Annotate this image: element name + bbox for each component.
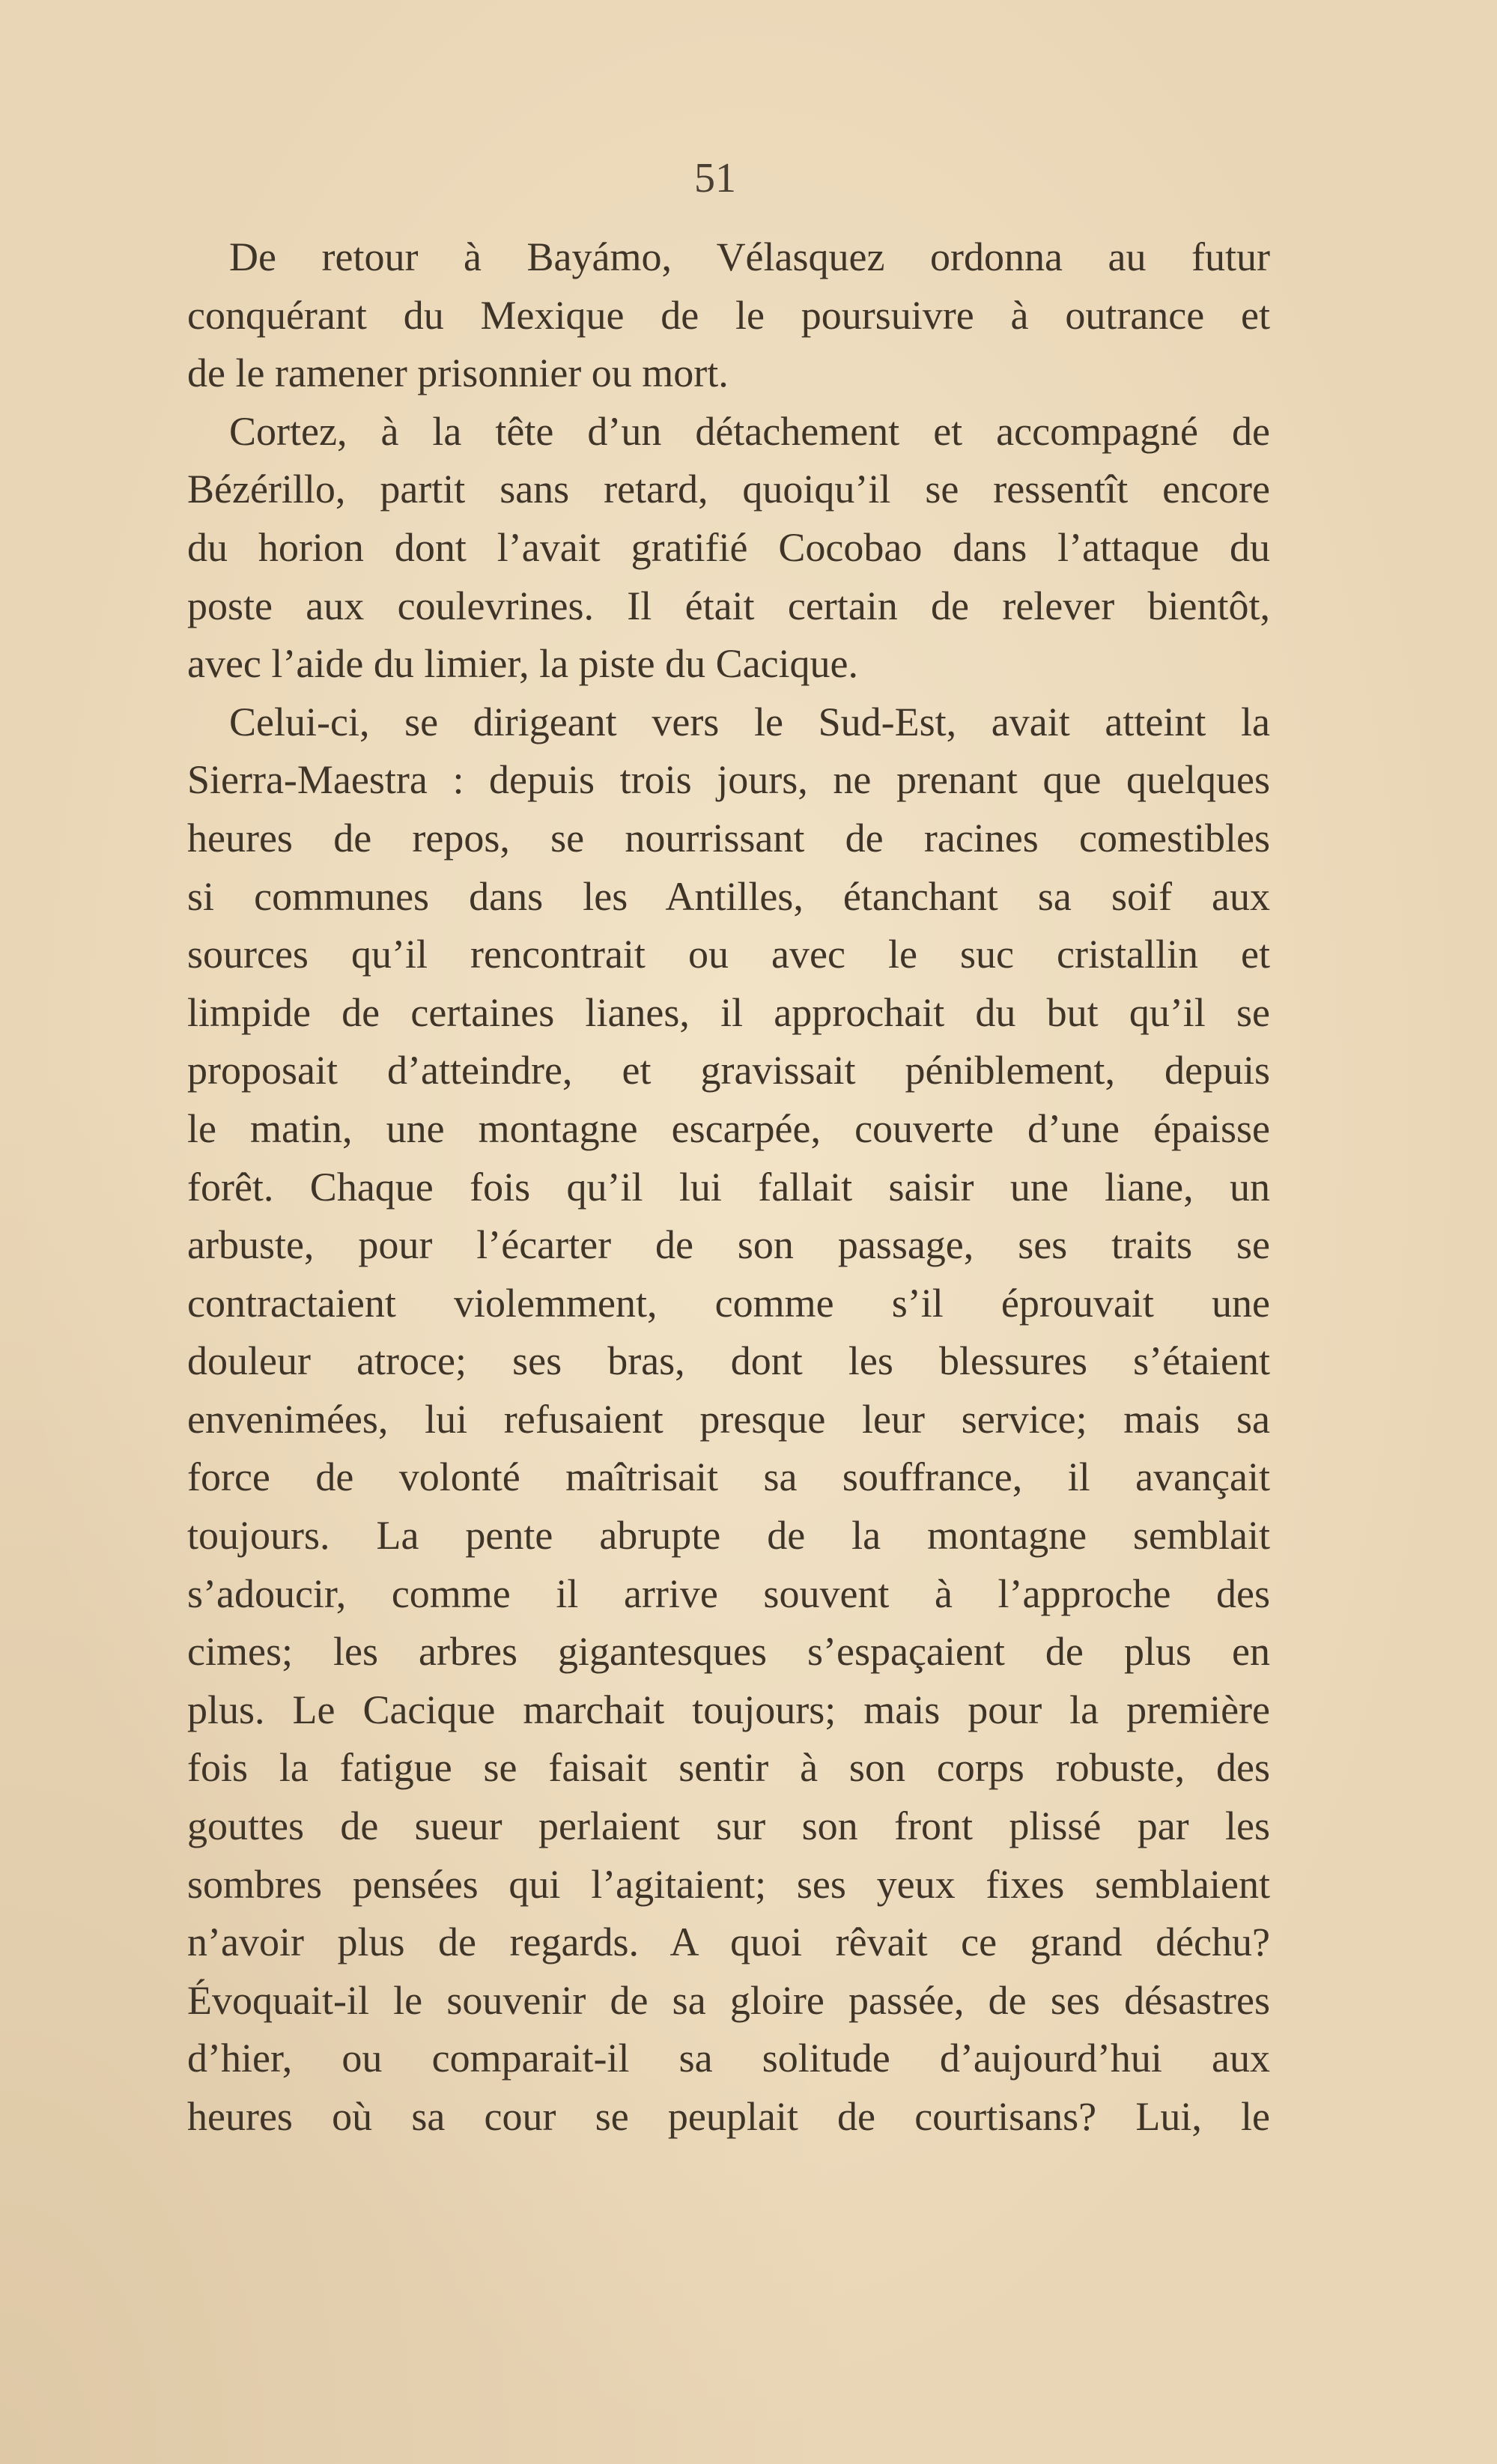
- text-line: cimes; les arbres gigantesques s’espaçaient de plus en: [187, 1629, 1270, 1675]
- text-line: Celui-ci, se dirigeant vers le Sud-Est, avait atteint la: [229, 699, 1270, 744]
- text-line: Sierra-Maestra : depuis trois jours, ne prenant que quelques: [187, 757, 1270, 803]
- text-line: avec l’aide du limier, la piste du Cacique.: [187, 641, 859, 687]
- text-line: sombres pensées qui l’agitaient; ses yeux fixes semblaient: [187, 1861, 1270, 1907]
- text-line: Cortez, à la tête d’un détachement et accompagné de: [229, 408, 1270, 454]
- text-line: Bézérillo, partit sans retard, quoiqu’il se ressentît encore: [187, 467, 1270, 512]
- text-line: gouttes de sueur perlaient sur son front plissé par les: [187, 1803, 1270, 1849]
- text-line: conquérant du Mexique de le poursuivre à outrance et: [187, 292, 1270, 338]
- text-line: de le ramener prisonnier ou mort.: [187, 351, 729, 396]
- text-line: De retour à Bayámo, Vélasquez ordonna au futur: [229, 234, 1270, 279]
- text-line: poste aux coulevrines. Il était certain de relever bientôt,: [187, 583, 1270, 628]
- text-line: limpide de certaines lianes, il approchait du but qu’il se: [187, 989, 1270, 1035]
- text-line: forêt. Chaque fois qu’il lui fallait saisir une liane, un: [187, 1164, 1270, 1210]
- page-number: 51: [694, 155, 736, 201]
- text-line: proposait d’atteindre, et gravissait péniblement, depuis: [187, 1048, 1270, 1093]
- text-line: envenimées, lui refusaient presque leur service; mais sa: [187, 1396, 1270, 1442]
- text-line: sources qu’il rencontrait ou avec le suc cristallin et: [187, 932, 1270, 977]
- text-line: toujours. La pente abrupte de la montagne semblait: [187, 1513, 1270, 1559]
- text-line: plus. Le Cacique marchait toujours; mais pour la première: [187, 1687, 1270, 1732]
- text-line: d’hier, ou comparait-il sa solitude d’aujourd’hui aux: [187, 2036, 1270, 2081]
- text-line: douleur atroce; ses bras, dont les blessures s’étaient: [187, 1338, 1270, 1384]
- text-line: heures de repos, se nourrissant de racines comestibles: [187, 815, 1270, 861]
- text-line: s’adoucir, comme il arrive souvent à l’approche des: [187, 1571, 1270, 1616]
- text-line: n’avoir plus de regards. A quoi rêvait ce grand déchu?: [187, 1920, 1270, 1965]
- text-line: arbuste, pour l’écarter de son passage, ses traits se: [187, 1222, 1270, 1268]
- text-line: heures où sa cour se peuplait de courtisans? Lui, le: [187, 2094, 1270, 2139]
- text-line: si communes dans les Antilles, étanchant sa soif aux: [187, 873, 1270, 919]
- body-text: [187, 228, 1270, 2146]
- text-line: force de volonté maîtrisait sa souffrance, il avançait: [187, 1454, 1270, 1500]
- text-line: fois la fatigue se faisait sentir à son corps robuste, des: [187, 1745, 1270, 1791]
- text-line: du horion dont l’avait gratifié Cocobao dans l’attaque du: [187, 524, 1270, 570]
- text-line: le matin, une montagne escarpée, couverte d’une épaisse: [187, 1105, 1270, 1151]
- text-line: Évoquait-il le souvenir de sa gloire passée, de ses désastres: [187, 1977, 1270, 2023]
- text-line: contractaient violemment, comme s’il éprouvait une: [187, 1280, 1270, 1326]
